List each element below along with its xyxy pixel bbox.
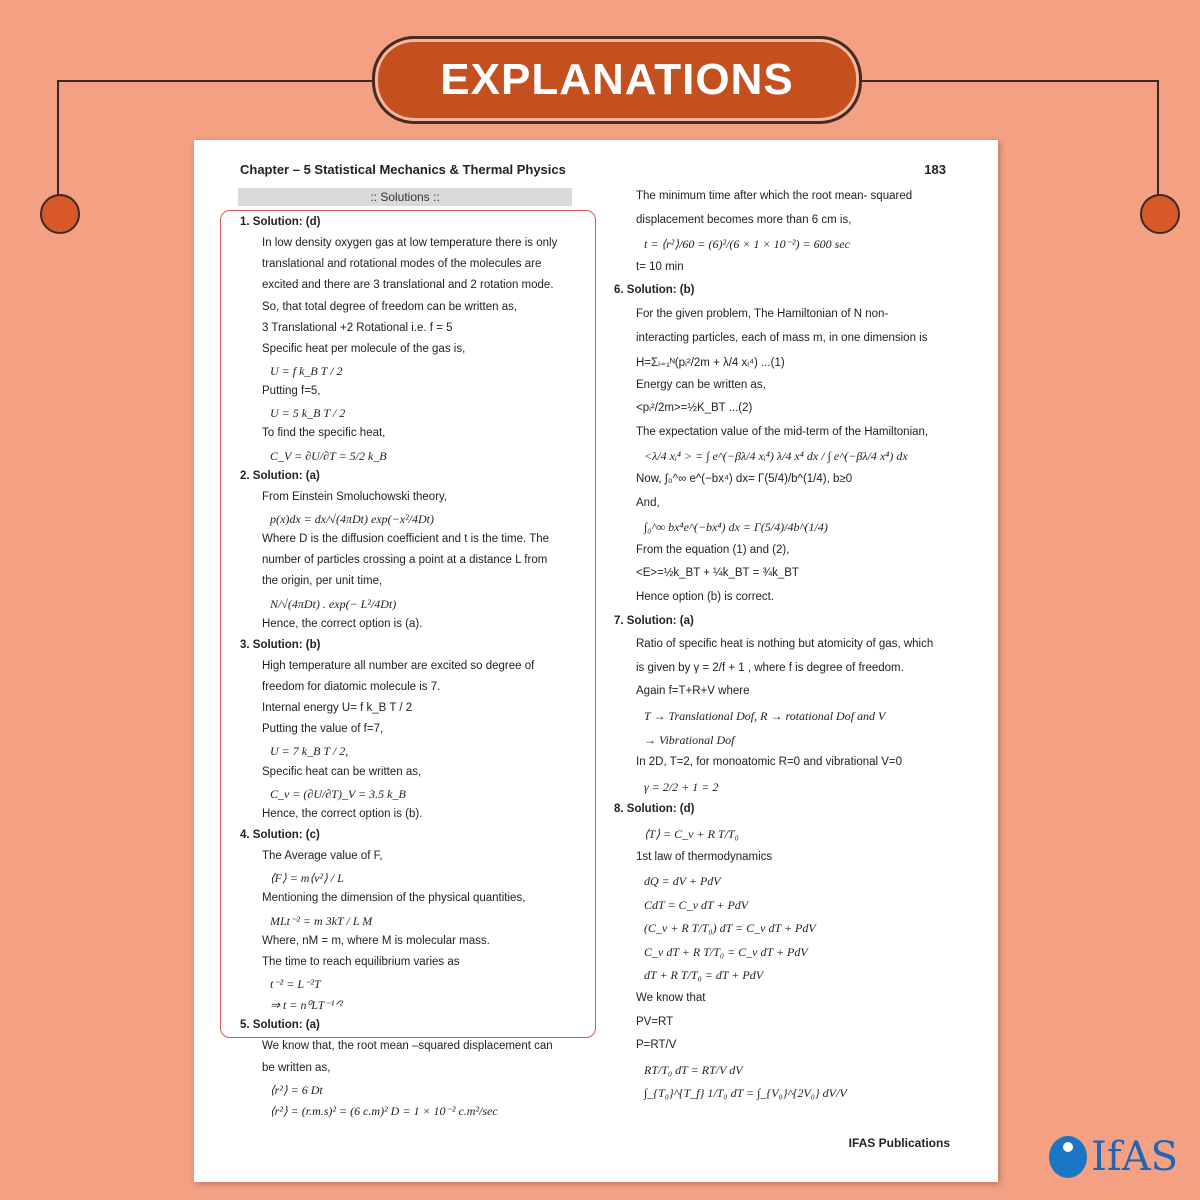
publisher-footer: IFAS Publications <box>848 1136 950 1150</box>
left_lines-line: Mentioning the dimension of the physical quantities, <box>262 892 526 905</box>
right_lines-line: ∫₀^∞ bx⁴e^(−bx⁴) dx = Γ(5/4)/4b^(1/4) <box>644 520 828 535</box>
left_lines-line: 5. Solution: (a) <box>240 1019 320 1032</box>
right_lines-line: P=RT/V <box>636 1039 677 1052</box>
right_lines-line: t= 10 min <box>636 260 684 273</box>
right_lines-line: Energy can be written as, <box>636 378 766 391</box>
explanations-banner <box>372 36 862 124</box>
left_lines-line: 2. Solution: (a) <box>240 469 320 482</box>
right_lines-line: displacement becomes more than 6 cm is, <box>636 213 852 226</box>
left_lines-line: Hence, the correct option is (b). <box>262 807 423 820</box>
left_lines-line: From Einstein Smoluchowski theory, <box>262 490 448 503</box>
left_lines-line: ⟨r²⟩ = 6 Dt <box>270 1082 323 1097</box>
right_lines-line: ⟨T⟩ = C_v + R T/T₀ <box>644 826 739 841</box>
left_lines-line: 3 Translational +2 Rotational i.e. f = 5 <box>262 321 453 334</box>
right-dot <box>1140 194 1180 234</box>
connector-line-right <box>1157 80 1159 198</box>
left_lines-line: Specific heat can be written as, <box>262 765 422 778</box>
right_lines-line: (C_v + R T/T₀) dT = C_v dT + PdV <box>644 921 816 936</box>
right_lines-line: dQ = dV + PdV <box>644 874 721 889</box>
right_lines-line: 8. Solution: (d) <box>614 803 695 816</box>
right_lines-line: Hence option (b) is correct. <box>636 591 775 604</box>
right_lines-line: Again f=T+R+V where <box>636 685 750 698</box>
left_lines-line: N/√(4πDt) . exp(− L²/4Dt) <box>270 596 397 611</box>
right_lines-line: From the equation (1) and (2), <box>636 543 790 556</box>
left_lines-line: Where, nM = m, where M is molecular mass. <box>262 934 490 947</box>
right_lines-line: interacting particles, each of mass m, in one dimension is <box>636 331 928 344</box>
left_lines-line: ⟨r²⟩ = (r.m.s)² = (6 c.m)² D = 1 × 10⁻² c.m²/sec <box>270 1103 498 1118</box>
left_lines-line: U = 5 k_B T / 2 <box>270 406 346 421</box>
right_lines-line: 6. Solution: (b) <box>614 284 695 297</box>
right_lines-line: <pᵢ²/2m>=½K_BT ...(2) <box>636 402 753 415</box>
right_lines-line: 1st law of thermodynamics <box>636 850 773 863</box>
left_lines-line: U = f k_B T / 2 <box>270 363 343 378</box>
left_lines-line: The Average value of F, <box>262 850 383 863</box>
logo-figure-icon <box>1049 1136 1087 1178</box>
left_lines-line: number of particles crossing a point at a distance L from <box>262 554 548 567</box>
left_lines-line: p(x)dx = dx/√(4πDt) exp(−x²/4Dt) <box>270 511 434 526</box>
right_lines-line: T → Translational Dof, R → rotational Dof and V <box>644 708 886 723</box>
connector-line-left <box>57 80 59 198</box>
logo-text: IfAS <box>1091 1134 1178 1180</box>
right_lines-line: t = ⟨r²⟩/60 = (6)²/(6 × 1 × 10⁻²) = 600 sec <box>644 237 850 252</box>
left_lines-line: In low density oxygen gas at low temperature there is only <box>262 237 558 250</box>
left_lines-line: Putting f=5, <box>262 385 321 398</box>
right_lines-line: H=Σᵢ₌₁ᴺ(pᵢ²/2m + λ/4 xᵢ⁴) ...(1) <box>636 357 785 370</box>
right_lines-line: is given by γ = 2/f + 1 , where f is degree of freedom. <box>636 661 904 674</box>
left_lines-line: Putting the value of f=7, <box>262 723 384 736</box>
right_lines-line: dT + R T/T₀ = dT + PdV <box>644 968 764 983</box>
left_lines-line: t⁻² = L⁻²T <box>270 977 321 992</box>
right_lines-line: γ = 2/2 + 1 = 2 <box>644 779 719 794</box>
right_lines-line: The expectation value of the mid-term of the Hamiltonian, <box>636 425 929 438</box>
right_lines-line: 7. Solution: (a) <box>614 614 694 627</box>
right_lines-line: <λ/4 xᵢ⁴ > = ∫ e^(−βλ/4 xᵢ⁴) λ/4 x⁴ dx / ∫ e^(−βλ/4 x⁴) dx <box>644 449 908 464</box>
left_lines-line: Where D is the diffusion coefficient and t is the time. The <box>262 533 550 546</box>
left_lines-line: The time to reach equilibrium varies as <box>262 955 460 968</box>
document-page <box>194 140 998 1182</box>
left_lines-line: MLt⁻² = m 3kT / L M <box>270 913 373 928</box>
left_lines-line: C_v = (∂U/∂T)_V = 3.5 k_B <box>270 786 406 801</box>
banner-title: EXPLANATIONS <box>440 55 794 104</box>
left_lines-line: 3. Solution: (b) <box>240 638 321 651</box>
left_lines-line: freedom for diatomic molecule is 7. <box>262 681 441 694</box>
solutions-bar: :: Solutions :: <box>238 188 572 206</box>
right_lines-line: In 2D, T=2, for monoatomic R=0 and vibrational V=0 <box>636 756 903 769</box>
right_lines-line: C_v dT + R T/T₀ = C_v dT + PdV <box>644 944 808 959</box>
left_lines-line: translational and rotational modes of the molecules are <box>262 258 542 271</box>
right_lines-line: For the given problem, The Hamiltonian of N non- <box>636 307 889 320</box>
right_lines-line: <E>=½k_BT + ¼k_BT = ¾k_BT <box>636 567 799 580</box>
page-number: 183 <box>924 162 946 177</box>
left-dot <box>40 194 80 234</box>
right_lines-line: We know that <box>636 992 706 1005</box>
left_lines-line: Specific heat per molecule of the gas is, <box>262 342 466 355</box>
right_lines-line: Now, ∫₀^∞ e^(−bx⁴) dx= Γ(5/4)/b^(1/4), b≥0 <box>636 473 853 486</box>
right_lines-line: PV=RT <box>636 1015 674 1028</box>
left_lines-line: Internal energy U= f k_B T / 2 <box>262 702 413 715</box>
left_lines-line: U = 7 k_B T / 2, <box>270 744 349 759</box>
left_lines-line: excited and there are 3 translational and 2 rotation mode. <box>262 279 554 292</box>
left_lines-line: be written as, <box>262 1061 331 1074</box>
left_lines-line: High temperature all number are excited so degree of <box>262 659 535 672</box>
left_lines-line: 1. Solution: (d) <box>240 216 321 228</box>
right_lines-line: CdT = C_v dT + PdV <box>644 897 749 912</box>
right_lines-line: RT/T₀ dT = RT/V dV <box>644 1062 743 1077</box>
right_lines-line: The minimum time after which the root mean- squared <box>636 190 913 202</box>
left_lines-line: ⇒ t = n⁰LT⁻¹ᐟ² <box>270 998 344 1013</box>
left_lines-line: So, that total degree of freedom can be written as, <box>262 300 518 313</box>
left_lines-line: 4. Solution: (c) <box>240 829 320 842</box>
left_lines-line: To find the specific heat, <box>262 427 386 440</box>
left_lines-line: the origin, per unit time, <box>262 575 383 588</box>
left_lines-line: C_V = ∂U/∂T = 5/2 k_B <box>270 448 387 463</box>
right_lines-line: Ratio of specific heat is nothing but atomicity of gas, which <box>636 638 934 651</box>
right_lines-line: And, <box>636 496 660 509</box>
right_lines-line: ∫_{T₀}^{T_f} 1/T₀ dT = ∫_{V₀}^{2V₀} dV/V <box>644 1086 847 1101</box>
left_lines-line: ⟨F⟩ = m⟨v²⟩ / L <box>270 871 344 886</box>
ifas-logo <box>1049 1134 1178 1180</box>
chapter-header: Chapter – 5 Statistical Mechanics & Thermal Physics <box>240 162 566 177</box>
left_lines-line: We know that, the root mean –squared displacement can <box>262 1040 553 1053</box>
left_lines-line: Hence, the correct option is (a). <box>262 617 423 630</box>
right_lines-line: → Vibrational Dof <box>644 732 735 747</box>
